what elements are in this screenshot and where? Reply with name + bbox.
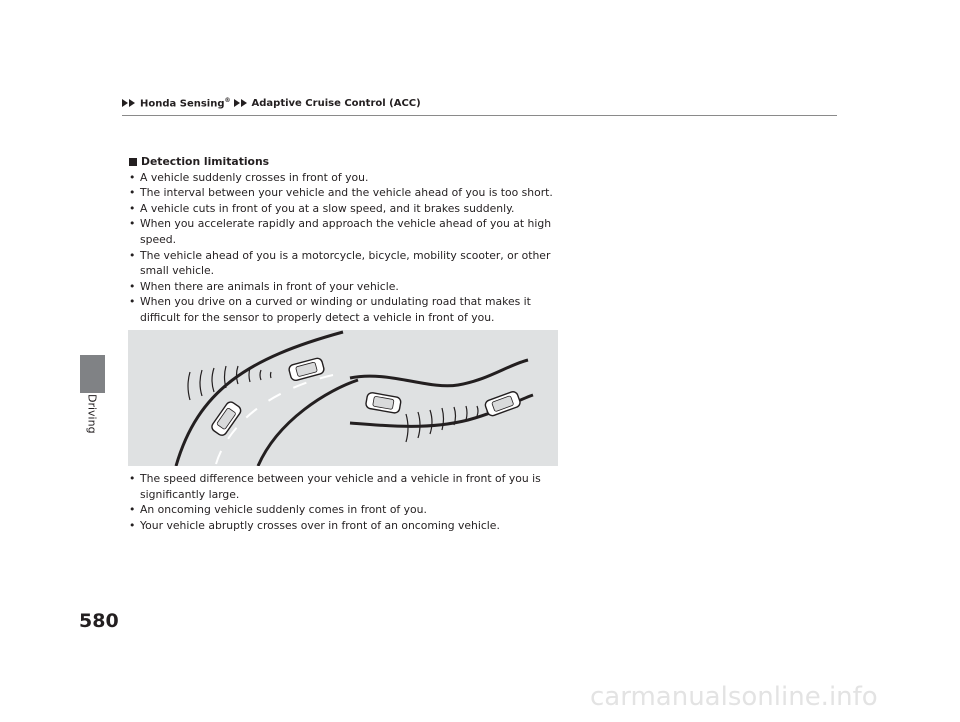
- additional-limitations: [129, 471, 569, 533]
- list-item: • Your vehicle abruptly crosses over in front of an oncoming vehicle.: [129, 518, 569, 534]
- breadcrumb-arrow-icon: [122, 99, 135, 107]
- breadcrumb: [122, 96, 421, 110]
- list-item: • When you drive on a curved or winding or undulating road that makes it difficult for the sensor to properly detect a vehicle in front of you.: [129, 294, 569, 325]
- vehicle-ahead-right: [365, 392, 401, 414]
- list-item: • The interval between your vehicle and the vehicle ahead of you is too short.: [129, 185, 569, 201]
- curved-road-illustration: [128, 330, 558, 466]
- list-item: • A vehicle cuts in front of you at a slow speed, and it brakes suddenly.: [129, 201, 569, 217]
- limitations-list: [129, 170, 569, 326]
- section-marker-icon: [129, 158, 137, 166]
- list-item: • The vehicle ahead of you is a motorcycle, bicycle, mobility scooter, or other small vehicle.: [129, 248, 569, 279]
- road-edge-inner: [258, 380, 358, 466]
- chapter-tab-label: Driving: [85, 394, 99, 434]
- own-vehicle-right: [484, 390, 521, 417]
- section-title: Detection limitations: [129, 154, 569, 170]
- list-item: • When there are animals in front of your vehicle.: [129, 279, 569, 295]
- chapter-tab[interactable]: [80, 355, 105, 393]
- road-diagram: [128, 330, 558, 466]
- breadcrumb-item-honda-sensing[interactable]: Honda Sensing®: [140, 96, 231, 110]
- list-item: • When you accelerate rapidly and approach the vehicle ahead of you at high speed.: [129, 216, 569, 247]
- limitations-list-continued: [129, 471, 569, 533]
- list-item: • The speed difference between your vehicle and a vehicle in front of you is significantly large.: [129, 471, 569, 502]
- list-item: • An oncoming vehicle suddenly comes in front of you.: [129, 502, 569, 518]
- road-edge-upper: [350, 360, 528, 386]
- header-divider: [122, 115, 837, 116]
- list-item: • A vehicle suddenly crosses in front of you.: [129, 170, 569, 186]
- watermark: carmanualsonline.info: [590, 682, 878, 712]
- own-vehicle-left: [210, 400, 243, 437]
- breadcrumb-item-acc[interactable]: Adaptive Cruise Control (ACC): [251, 97, 421, 109]
- page-number: 580: [79, 610, 119, 632]
- breadcrumb-arrow-icon: [234, 99, 247, 107]
- detection-limitations-section: [129, 154, 569, 326]
